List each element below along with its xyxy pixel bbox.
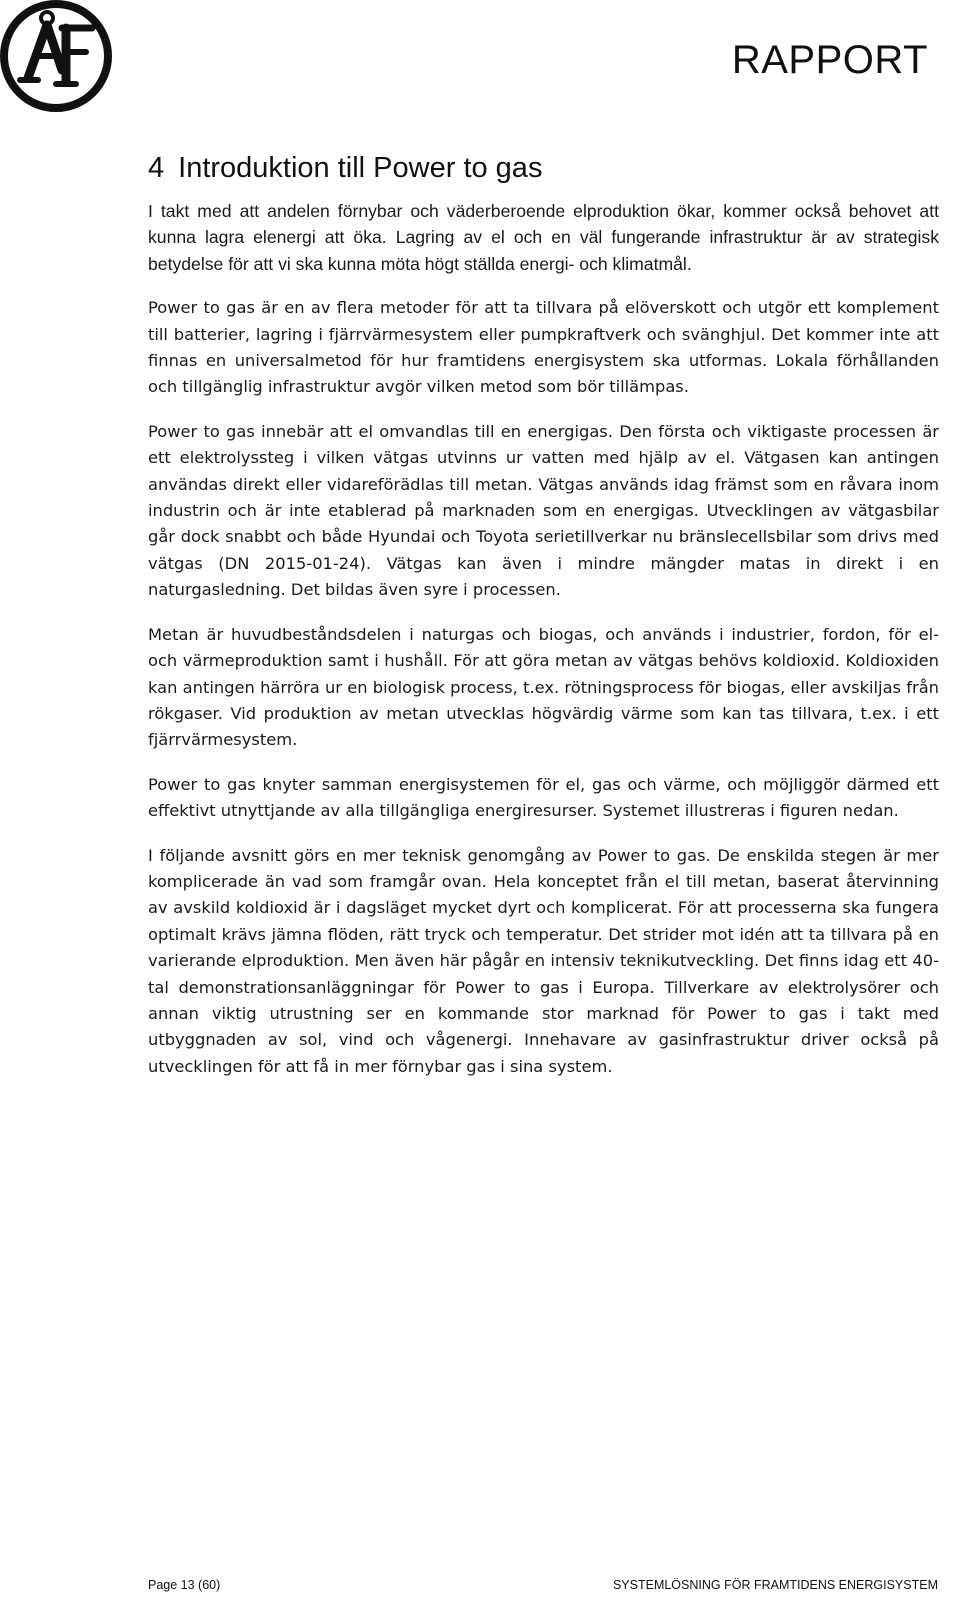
- paragraph: Metan är huvudbeståndsdelen i naturgas och biogas, och används i industrier, fordon, för el- och värmeproduktion samt i hushåll. För att göra metan av vätgas behövs koldioxid. Koldioxiden kan antingen härröra ur en biologisk process, t.ex. rötningsprocess för biogas, eller avskiljas från rökgaser. Vid produktion av metan utvecklas högvärdig värme som kan tas tillvara, t.ex. i ett fjärrvärmesystem.: [148, 624, 939, 750]
- paragraph: Power to gas innebär att el omvandlas till en energigas. Den första och viktigaste processen är ett elektrolyssteg i vilken vätgas utvinns ur vatten med hjälp av el. Vätgasen kan antingen användas direkt eller vidareförädlas till metan. Vätgas används idag främst som en råvara inom industrin och är inte etablerad på marknaden som en energigas. Utvecklingen av vätgasbilar går dock snabbt och både Hyundai och Toyota serietillverkar nu bränslecellsbilar som drivs med vätgas (DN 2015-01-24). Vätgas kan även i mindre mängder matas in direkt i en naturgasledning. Det bildas även syre i processen.: [148, 421, 939, 600]
- paragraph: I följande avsnitt görs en mer teknisk genomgång av Power to gas. De enskilda stegen är mer komplicerade än vad som framgår ovan. Hela konceptet från el till metan, baserat återvinning av avskild koldioxid är i dagsläget mycket dyrt och komplicerat. För att processerna ska fungera optimalt krävs jämna flöden, rätt tryck och temperatur. Det strider mot idén att ta tillvara på en varierande elproduktion. Men även här pågår en intensiv teknikutveckling. Det finns idag ett 40-tal demonstrationsanläggningar för Power to gas i Europa. Tillverkare av elektrolysörer och annan viktig utrustning ser en kommande stor marknad för Power to gas i takt med utbyggnaden av sol, vind och vågenergi. Innehavare av gasinfrastruktur driver också på utvecklingen för att få in mer förnybar gas i sina system.: [148, 845, 939, 1076]
- section-title: Introduktion till Power to gas: [178, 152, 543, 184]
- paragraph: Power to gas är en av flera metoder för att ta tillvara på elöverskott och utgör ett komplement till batterier, lagring i fjärrvärmesystem eller pumpkraftverk och svänghjul. Det kommer inte att finnas en universalmetod för hur framtidens energisystem ska utformas. Lokala förhållanden och tillgänglig infrastruktur avgör vilken metod som bör tillämpas.: [148, 298, 939, 397]
- page-number: Page 13 (60): [148, 1578, 221, 1592]
- main-content: [148, 150, 939, 1098]
- footer-title: SYSTEMLÖSNING FÖR FRAMTIDENS ENERGISYSTEM: [612, 1578, 938, 1592]
- report-label: RAPPORT: [731, 38, 928, 82]
- af-logo-icon: [0, 0, 114, 114]
- paragraph: Power to gas knyter samman energisystemen för el, gas och värme, och möjliggör därmed ett effektivt utnyttjande av alla tillgängliga energiresurser. Systemet illustreras i figuren nedan.: [148, 774, 939, 821]
- section-number: 4: [148, 152, 165, 184]
- paragraph: I takt med att andelen förnybar och väderberoende elproduktion ökar, kommer också behovet att kunna lagra elenergi att öka. Lagring av el och en väl fungerande infrastruktur är av strategisk betydelse för att vi ska kunna möta högt ställda energi- och klimatmål.: [148, 201, 939, 274]
- section-heading: [148, 150, 939, 186]
